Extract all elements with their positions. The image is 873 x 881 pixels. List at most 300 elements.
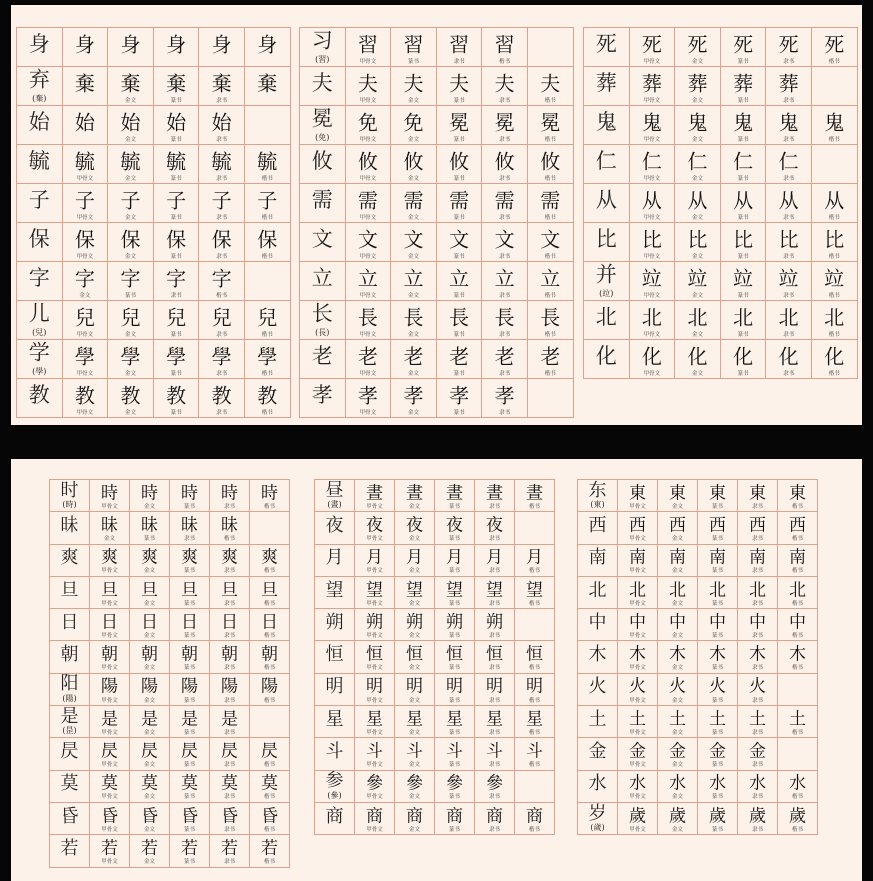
modern-character-cell: [50, 577, 90, 609]
script-form-cell: [738, 480, 778, 512]
script-type-label: 甲骨文: [629, 794, 646, 801]
script-form-glyph: 立: [357, 266, 378, 291]
modern-character-cell: [17, 106, 63, 145]
script-form-cell: [395, 738, 435, 770]
script-type-label: 篆书: [711, 794, 723, 801]
script-form-cell: [721, 106, 767, 145]
script-form-glyph: 北: [733, 305, 754, 330]
script-type-label: 隶书: [223, 632, 235, 639]
script-form-cell: [766, 67, 812, 106]
script-form-glyph: 若: [141, 838, 158, 859]
script-form-glyph: 毓: [257, 149, 278, 174]
script-type-label: 金文: [407, 175, 419, 182]
script-type-label: 隶书: [223, 600, 235, 607]
script-type-label: 金文: [691, 292, 703, 299]
script-form-glyph: 朝: [221, 644, 238, 665]
script-type-label: 金文: [691, 136, 703, 143]
script-form-glyph: 金: [709, 741, 726, 762]
script-type-label: 金文: [671, 665, 683, 672]
script-form-glyph: 商: [406, 806, 423, 827]
script-type-label: 楷书: [261, 253, 273, 260]
script-form-glyph: 需: [357, 188, 378, 213]
script-form-glyph: 从: [778, 188, 799, 213]
modern-character: 恒: [325, 643, 344, 665]
modern-character-cell: [578, 577, 618, 609]
script-form-cell: [250, 480, 290, 512]
script-form-glyph: 保: [211, 227, 232, 252]
modern-character: 文: [311, 226, 333, 251]
script-form-glyph: 北: [709, 579, 726, 600]
script-type-label: 金文: [407, 97, 419, 104]
modern-character: 弃: [28, 67, 50, 92]
script-form-glyph: 冕: [540, 110, 561, 135]
script-type-label: 甲骨文: [101, 826, 118, 833]
script-form-cell: [130, 835, 170, 867]
script-form-glyph: 望: [406, 579, 423, 600]
script-form-cell: [154, 145, 200, 184]
script-type-label: 隶书: [488, 794, 500, 801]
script-type-label: 篆书: [170, 370, 182, 377]
script-form-glyph: 棄: [211, 71, 232, 96]
script-type-label: 隶书: [216, 331, 228, 338]
script-form-cell: [355, 609, 395, 641]
script-type-label: 甲骨文: [101, 762, 118, 769]
script-form-glyph: 北: [789, 579, 806, 600]
script-form-glyph: 死: [824, 32, 845, 57]
script-form-cell: [199, 379, 245, 418]
script-type-label: 楷书: [544, 370, 556, 377]
script-form-glyph: 旦: [221, 579, 238, 600]
script-form-glyph: 斗: [406, 741, 423, 762]
script-form-glyph: 恒: [446, 644, 463, 665]
script-form-cell: [395, 771, 435, 803]
script-type-label: 楷书: [263, 503, 275, 510]
script-form-glyph: 火: [629, 676, 646, 697]
script-type-label: 楷书: [263, 600, 275, 607]
script-form-cell: [528, 379, 574, 418]
script-type-label: 金文: [124, 409, 136, 416]
script-type-label: 甲骨文: [359, 292, 377, 299]
script-form-glyph: 子: [211, 188, 232, 213]
modern-character: 儿: [28, 301, 50, 326]
modern-character-cell: [17, 145, 63, 184]
script-form-glyph: 星: [486, 709, 503, 730]
script-form-cell: [391, 301, 437, 340]
script-form-cell: [63, 28, 109, 67]
script-type-label: 楷书: [544, 97, 556, 104]
modern-character-cell: [17, 379, 63, 418]
script-type-label: 楷书: [263, 762, 275, 769]
script-form-glyph: 需: [449, 188, 470, 213]
traditional-form: (兒): [32, 328, 47, 337]
script-form-cell: [210, 738, 250, 770]
script-form-glyph: 明: [366, 676, 383, 697]
script-form-cell: [395, 512, 435, 544]
script-form-cell: [108, 106, 154, 145]
script-form-glyph: 明: [406, 676, 423, 697]
script-type-label: 楷书: [828, 292, 840, 299]
traditional-form: (昰): [62, 726, 77, 736]
modern-character: 朝: [60, 643, 79, 665]
script-form-cell: [618, 512, 658, 544]
script-form-cell: [170, 674, 210, 706]
script-type-label: 甲骨文: [101, 665, 118, 672]
modern-character: 比: [595, 226, 617, 251]
script-form-cell: [721, 301, 767, 340]
script-type-label: 金文: [691, 331, 703, 338]
script-form-glyph: 教: [120, 383, 141, 408]
script-form-cell: [130, 674, 170, 706]
script-form-glyph: 學: [74, 344, 95, 369]
script-form-cell: [245, 301, 291, 340]
script-form-cell: [482, 106, 528, 145]
script-form-cell: [482, 145, 528, 184]
script-form-cell: [515, 803, 555, 835]
modern-character: 攸: [311, 148, 333, 173]
script-form-cell: [738, 803, 778, 835]
script-type-label: 篆书: [453, 370, 465, 377]
modern-character: 昧: [60, 514, 79, 536]
script-form-glyph: 中: [669, 612, 686, 633]
modern-character-cell: [300, 379, 346, 418]
script-form-cell: [346, 28, 392, 67]
modern-character: 火: [588, 676, 607, 698]
script-form-glyph: 斗: [446, 741, 463, 762]
script-type-label: 金文: [407, 253, 419, 260]
script-form-glyph: 孝: [357, 383, 378, 408]
script-form-cell: [630, 301, 676, 340]
script-form-cell: [391, 340, 437, 379]
script-form-glyph: 鬼: [641, 110, 662, 135]
modern-character: 死: [595, 31, 617, 56]
script-form-glyph: 竝: [733, 266, 754, 291]
script-table-6: [577, 479, 818, 835]
script-form-cell: [515, 641, 555, 673]
script-type-label: 金文: [407, 409, 419, 416]
script-form-glyph: 昏: [181, 806, 198, 827]
script-type-label: 隶书: [488, 568, 500, 575]
script-type-label: 隶书: [223, 665, 235, 672]
modern-character: 昏: [60, 805, 79, 827]
script-form-cell: [437, 28, 483, 67]
script-form-cell: [482, 28, 528, 67]
script-form-glyph: 免: [403, 110, 424, 135]
script-form-glyph: 比: [641, 227, 662, 252]
modern-character-cell: [50, 512, 90, 544]
script-form-cell: [482, 223, 528, 262]
script-form-cell: [355, 480, 395, 512]
script-form-cell: [130, 577, 170, 609]
script-type-label: 篆书: [711, 762, 723, 769]
script-type-label: 篆书: [737, 331, 749, 338]
script-form-cell: [658, 706, 698, 738]
modern-character: 北: [588, 579, 607, 601]
script-form-cell: [355, 545, 395, 577]
script-form-cell: [395, 577, 435, 609]
script-form-glyph: 星: [526, 709, 543, 730]
script-form-cell: [435, 706, 475, 738]
script-form-glyph: 字: [74, 266, 95, 291]
script-form-glyph: 陽: [261, 676, 278, 697]
script-form-cell: [766, 184, 812, 223]
script-form-glyph: 日: [221, 612, 238, 633]
script-type-label: 甲骨文: [643, 292, 661, 299]
modern-character: 是: [60, 706, 79, 727]
script-form-cell: [391, 379, 437, 418]
script-form-glyph: 月: [406, 547, 423, 568]
script-type-label: 隶书: [488, 826, 500, 833]
script-form-cell: [108, 340, 154, 379]
script-form-glyph: 昏: [261, 806, 278, 827]
script-form-cell: [658, 480, 698, 512]
script-form-glyph: 木: [629, 644, 646, 665]
script-form-cell: [812, 184, 858, 223]
script-form-cell: [778, 738, 818, 770]
script-form-glyph: 明: [486, 676, 503, 697]
script-type-label: 甲骨文: [643, 253, 661, 260]
modern-character-cell: [300, 67, 346, 106]
script-type-label: 隶书: [223, 697, 235, 704]
script-form-glyph: 立: [449, 266, 470, 291]
script-form-glyph: 望: [526, 579, 543, 600]
script-form-glyph: 昃: [141, 741, 158, 762]
script-type-label: 篆书: [453, 253, 465, 260]
script-form-cell: [355, 674, 395, 706]
script-form-cell: [210, 545, 250, 577]
script-form-glyph: 仁: [641, 149, 662, 174]
script-form-cell: [63, 379, 109, 418]
script-form-glyph: 學: [211, 344, 232, 369]
script-form-glyph: 西: [669, 515, 686, 536]
script-form-glyph: 火: [669, 676, 686, 697]
script-form-glyph: 竝: [641, 266, 662, 291]
modern-character-cell: [315, 480, 355, 512]
script-form-cell: [618, 738, 658, 770]
script-form-glyph: 朝: [101, 644, 118, 665]
script-form-cell: [199, 340, 245, 379]
script-type-label: 楷书: [828, 370, 840, 377]
script-form-cell: [90, 738, 130, 770]
script-form-glyph: 是: [221, 709, 238, 730]
script-form-glyph: 身: [166, 32, 187, 57]
script-form-cell: [170, 706, 210, 738]
script-type-label: 甲骨文: [643, 97, 661, 104]
script-form-cell: [778, 706, 818, 738]
script-form-glyph: 始: [211, 110, 232, 135]
modern-character: 阳: [60, 673, 79, 695]
script-type-label: 金文: [407, 331, 419, 338]
modern-character: 葬: [595, 70, 617, 95]
script-type-label: 隶书: [216, 97, 228, 104]
script-type-label: 甲骨文: [366, 794, 383, 801]
script-type-label: 楷书: [263, 665, 275, 672]
script-form-cell: [698, 480, 738, 512]
script-type-label: 隶书: [783, 253, 795, 260]
script-type-label: 隶书: [216, 214, 228, 221]
script-form-glyph: 朔: [366, 612, 383, 633]
script-type-label: 楷书: [828, 253, 840, 260]
script-form-cell: [528, 67, 574, 106]
script-type-label: 篆书: [737, 370, 749, 377]
script-form-cell: [250, 577, 290, 609]
script-type-label: 楷书: [528, 503, 540, 510]
script-form-glyph: 月: [526, 547, 543, 568]
script-type-label: 金文: [407, 292, 419, 299]
script-form-cell: [154, 262, 200, 301]
script-form-cell: [812, 301, 858, 340]
script-form-glyph: 保: [166, 227, 187, 252]
script-form-glyph: 昏: [141, 806, 158, 827]
script-form-cell: [250, 835, 290, 867]
script-form-cell: [630, 262, 676, 301]
script-type-label: 金文: [79, 292, 91, 299]
script-type-label: 金文: [671, 600, 683, 607]
script-form-cell: [199, 28, 245, 67]
script-type-label: 甲骨文: [359, 97, 377, 104]
script-form-glyph: 恒: [526, 644, 543, 665]
modern-character-cell: [584, 184, 630, 223]
script-form-cell: [675, 67, 721, 106]
script-form-cell: [199, 67, 245, 106]
script-type-label: 篆书: [737, 136, 749, 143]
script-form-cell: [210, 771, 250, 803]
script-type-label: 隶书: [223, 794, 235, 801]
script-type-label: 甲骨文: [629, 600, 646, 607]
script-type-label: 篆书: [170, 253, 182, 260]
script-type-label: 隶书: [223, 729, 235, 736]
script-type-label: 篆书: [170, 331, 182, 338]
script-form-cell: [346, 262, 392, 301]
script-form-glyph: 棄: [120, 71, 141, 96]
script-form-cell: [395, 641, 435, 673]
script-form-cell: [630, 184, 676, 223]
modern-character-cell: [578, 609, 618, 641]
script-form-glyph: 習: [357, 32, 378, 57]
script-form-glyph: 旦: [141, 579, 158, 600]
script-form-cell: [437, 184, 483, 223]
script-type-label: 楷书: [828, 331, 840, 338]
script-type-label: 篆书: [453, 175, 465, 182]
script-type-label: 楷书: [528, 568, 540, 575]
modern-character-cell: [315, 674, 355, 706]
script-form-cell: [658, 512, 698, 544]
modern-character: 西: [588, 514, 607, 536]
script-type-label: 隶书: [216, 253, 228, 260]
script-form-glyph: 南: [669, 547, 686, 568]
modern-character: 需: [311, 187, 333, 212]
modern-character-cell: [17, 28, 63, 67]
script-form-cell: [528, 262, 574, 301]
script-form-cell: [63, 340, 109, 379]
script-form-cell: [482, 301, 528, 340]
script-form-cell: [108, 145, 154, 184]
script-type-label: 楷书: [528, 665, 540, 672]
script-type-label: 隶书: [751, 794, 763, 801]
script-form-cell: [515, 674, 555, 706]
script-form-cell: [675, 145, 721, 184]
script-form-cell: [90, 512, 130, 544]
modern-character-cell: [315, 803, 355, 835]
script-form-glyph: 夜: [366, 515, 383, 536]
script-form-cell: [698, 706, 738, 738]
script-form-cell: [130, 803, 170, 835]
script-form-glyph: 東: [749, 483, 766, 504]
script-form-cell: [250, 512, 290, 544]
script-form-cell: [90, 674, 130, 706]
script-form-cell: [812, 28, 858, 67]
script-type-label: 隶书: [499, 331, 511, 338]
script-form-glyph: 明: [446, 676, 463, 697]
script-form-glyph: 教: [257, 383, 278, 408]
script-form-glyph: 朔: [486, 612, 503, 633]
script-form-glyph: 習: [449, 32, 470, 57]
script-form-cell: [170, 577, 210, 609]
modern-character-cell: [315, 771, 355, 803]
modern-character-cell: [300, 301, 346, 340]
script-form-glyph: 月: [366, 547, 383, 568]
script-form-glyph: 老: [357, 344, 378, 369]
modern-character-cell: [584, 67, 630, 106]
modern-character: 爽: [60, 547, 79, 569]
script-type-label: 篆书: [183, 859, 195, 866]
script-type-label: 金文: [143, 794, 155, 801]
script-form-cell: [475, 641, 515, 673]
script-form-glyph: 明: [526, 676, 543, 697]
script-form-glyph: 陽: [101, 676, 118, 697]
script-table-2: [299, 27, 574, 418]
script-form-glyph: 始: [166, 110, 187, 135]
modern-character: 旦: [60, 579, 79, 601]
script-form-glyph: 化: [778, 344, 799, 369]
script-form-glyph: 朝: [261, 644, 278, 665]
script-type-label: 篆书: [170, 136, 182, 143]
script-type-label: 楷书: [263, 632, 275, 639]
script-type-label: 楷书: [528, 762, 540, 769]
script-form-cell: [475, 706, 515, 738]
modern-character: 子: [28, 187, 50, 212]
script-form-glyph: 夫: [494, 71, 515, 96]
script-form-glyph: 北: [669, 579, 686, 600]
script-form-glyph: 斗: [366, 741, 383, 762]
script-form-glyph: 爽: [221, 547, 238, 568]
script-form-glyph: 習: [494, 32, 515, 57]
script-form-glyph: 兒: [74, 305, 95, 330]
script-type-label: 隶书: [488, 729, 500, 736]
script-type-label: 隶书: [488, 632, 500, 639]
script-form-glyph: 昃: [181, 741, 198, 762]
script-form-glyph: 立: [540, 266, 561, 291]
script-form-cell: [154, 301, 200, 340]
script-type-label: 金文: [671, 568, 683, 575]
script-form-cell: [675, 223, 721, 262]
script-form-cell: [346, 106, 392, 145]
modern-character: 北: [595, 304, 617, 329]
script-form-glyph: 歲: [709, 806, 726, 827]
script-type-label: 篆书: [183, 794, 195, 801]
script-form-glyph: 北: [629, 579, 646, 600]
script-type-label: 篆书: [711, 665, 723, 672]
script-type-label: 隶书: [488, 536, 500, 543]
script-form-cell: [170, 609, 210, 641]
script-form-cell: [90, 803, 130, 835]
script-form-glyph: 身: [74, 32, 95, 57]
script-type-label: 隶书: [216, 136, 228, 143]
script-form-glyph: 月: [446, 547, 463, 568]
modern-character: 参: [325, 770, 344, 792]
traditional-form: (竝): [599, 289, 614, 298]
script-type-label: 甲骨文: [629, 826, 646, 833]
script-type-label: 甲骨文: [76, 370, 94, 377]
